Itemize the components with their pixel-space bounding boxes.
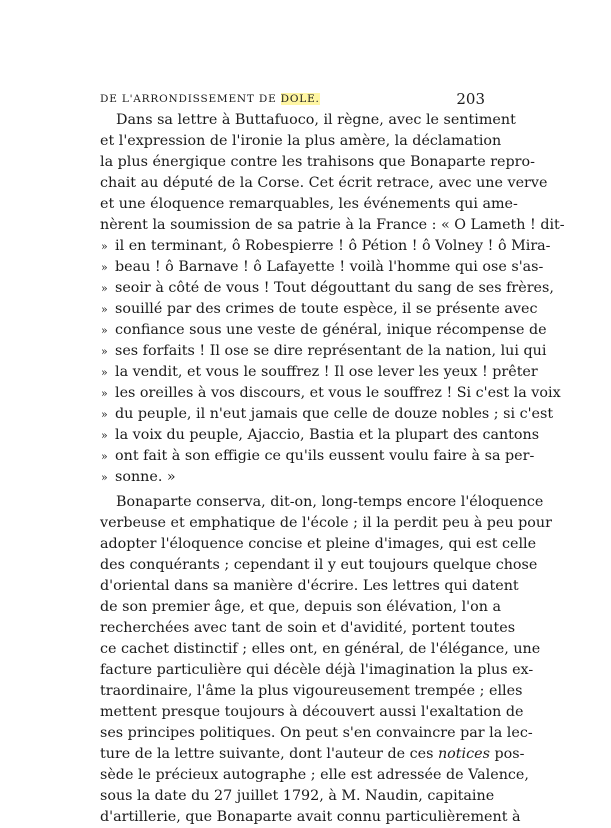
line-text: chait au député de la Corse. Cet écrit retrace, avec une verve bbox=[100, 175, 548, 191]
line-text: la vendit, et vous le souffrez ! Il ose lever les yeux ! prêter bbox=[115, 364, 538, 380]
line-text: facture particulière qui décèle déjà l'imagination la plus ex- bbox=[100, 662, 534, 678]
text-body bbox=[100, 110, 565, 828]
line-text: de son premier âge, et que, depuis son élévation, l'on a bbox=[100, 599, 501, 615]
text-line bbox=[100, 576, 519, 597]
text-line bbox=[100, 110, 516, 131]
text-line bbox=[100, 807, 521, 828]
text-line bbox=[100, 194, 518, 215]
text-line bbox=[100, 446, 535, 467]
line-text: la plus énergique contre les trahisons que Bonaparte repro- bbox=[100, 154, 535, 170]
running-head-highlight: DOLE. bbox=[280, 93, 320, 105]
line-text: ont fait à son effigie ce qu'ils eussent voulu faire à sa per- bbox=[115, 448, 535, 464]
text-line bbox=[100, 597, 501, 618]
line-text: des conquérants ; cependant il y eut toujours quelque chose bbox=[100, 557, 538, 573]
running-head bbox=[100, 93, 320, 105]
line-text: ses principes politiques. On peut s'en convaincre par la lec- bbox=[100, 725, 533, 741]
text-line bbox=[100, 320, 547, 341]
paragraph bbox=[100, 110, 565, 488]
text-line bbox=[100, 131, 502, 152]
quote-mark: » bbox=[101, 303, 108, 316]
text-line bbox=[100, 236, 551, 257]
line-text: les oreilles à vos discours, et vous le souffrez ! Si c'est la voix bbox=[115, 385, 561, 401]
text-line bbox=[100, 341, 547, 362]
quote-mark: » bbox=[101, 282, 108, 295]
text-line bbox=[100, 383, 561, 404]
text-line bbox=[100, 467, 484, 488]
line-text: et l'expression de l'ironie la plus amère, la déclamation bbox=[100, 133, 502, 149]
text-line bbox=[100, 215, 565, 236]
text-line bbox=[100, 173, 548, 194]
text-line bbox=[100, 404, 554, 425]
line-text: d'oriental dans sa manière d'écrire. Les lettres qui datent bbox=[100, 578, 519, 594]
quote-mark: » bbox=[101, 345, 108, 358]
line-text: la voix du peuple, Ajaccio, Bastia et la plupart des cantons bbox=[115, 427, 540, 443]
line-text: verbeuse et emphatique de l'école ; il la perdit peu à peu pour bbox=[100, 515, 552, 531]
running-head-prefix: DE L'ARRONDISSEMENT DE bbox=[100, 93, 281, 105]
text-line bbox=[100, 492, 544, 513]
italic-word: notices bbox=[437, 746, 490, 762]
text-line bbox=[100, 681, 523, 702]
line-text: et une éloquence remarquables, les événements qui ame- bbox=[100, 196, 518, 212]
quote-mark: » bbox=[101, 261, 108, 274]
quote-mark: » bbox=[101, 366, 108, 379]
line-text: ses forfaits ! Il ose se dire représentant de la nation, lui qui bbox=[115, 343, 547, 359]
line-text: confiance sous une veste de général, inique récompense de bbox=[115, 322, 547, 338]
line-text: seoir à côté de vous ! Tout dégouttant du sang de ses frères, bbox=[115, 280, 554, 296]
text-line bbox=[100, 618, 516, 639]
text-line bbox=[100, 534, 537, 555]
line-text: il en terminant, ô Robespierre ! ô Pétion ! ô Volney ! ô Mira- bbox=[115, 238, 551, 254]
text-line bbox=[100, 425, 540, 446]
text-line bbox=[100, 257, 544, 278]
text-line bbox=[100, 152, 535, 173]
text-line bbox=[100, 299, 538, 320]
text-line bbox=[100, 660, 534, 681]
quote-mark: » bbox=[101, 387, 108, 400]
line-text: sède le précieux autographe ; elle est adressée de Valence, bbox=[100, 767, 529, 783]
text-line bbox=[100, 278, 554, 299]
line-text: d'artillerie, que Bonaparte avait connu particulièrement à bbox=[100, 809, 521, 825]
quote-mark: » bbox=[101, 240, 108, 253]
quote-mark: » bbox=[101, 450, 108, 463]
page-number: 203 bbox=[456, 90, 485, 108]
line-text: ce cachet distinctif ; elles ont, en général, de l'élégance, une bbox=[100, 641, 541, 657]
text-line bbox=[100, 555, 538, 576]
line-text: mettent presque toujours à découvert aussi l'exaltation de bbox=[100, 704, 524, 720]
quote-mark: » bbox=[101, 471, 108, 484]
line-text: adopter l'éloquence concise et pleine d'images, qui est celle bbox=[100, 536, 537, 552]
line-text: recherchées avec tant de soin et d'avidité, portent toutes bbox=[100, 620, 516, 636]
line-text: sonne. » bbox=[115, 469, 176, 485]
line-text: Dans sa lettre à Buttafuoco, il règne, avec le sentiment bbox=[116, 112, 516, 128]
text-line bbox=[100, 702, 524, 723]
line-text: nèrent la soumission de sa patrie à la France : « O Lameth ! dit- bbox=[100, 217, 565, 233]
quote-mark: » bbox=[101, 429, 108, 442]
line-text: souillé par des crimes de toute espèce, il se présente avec bbox=[115, 301, 538, 317]
line-text: traordinaire, l'âme la plus vigoureusement trempée ; elles bbox=[100, 683, 523, 699]
text-line bbox=[100, 765, 529, 786]
line-text: ture de la lettre suivante, dont l'auteur de ces notices pos- bbox=[100, 746, 525, 762]
text-line bbox=[100, 513, 552, 534]
paragraph bbox=[100, 492, 552, 828]
line-text: Bonaparte conserva, dit-on, long-temps encore l'éloquence bbox=[116, 494, 544, 510]
quote-mark: » bbox=[101, 408, 108, 421]
text-line bbox=[100, 723, 533, 744]
text-line bbox=[100, 639, 541, 660]
line-text: beau ! ô Barnave ! ô Lafayette ! voilà l'homme qui ose s'as- bbox=[115, 259, 544, 275]
text-line bbox=[100, 744, 525, 765]
line-text: du peuple, il n'eut jamais que celle de douze nobles ; si c'est bbox=[115, 406, 554, 422]
text-line bbox=[100, 362, 538, 383]
page-header bbox=[100, 90, 485, 110]
quote-mark: » bbox=[101, 324, 108, 337]
line-text: sous la date du 27 juillet 1792, à M. Naudin, capitaine bbox=[100, 788, 495, 804]
text-line bbox=[100, 786, 495, 807]
